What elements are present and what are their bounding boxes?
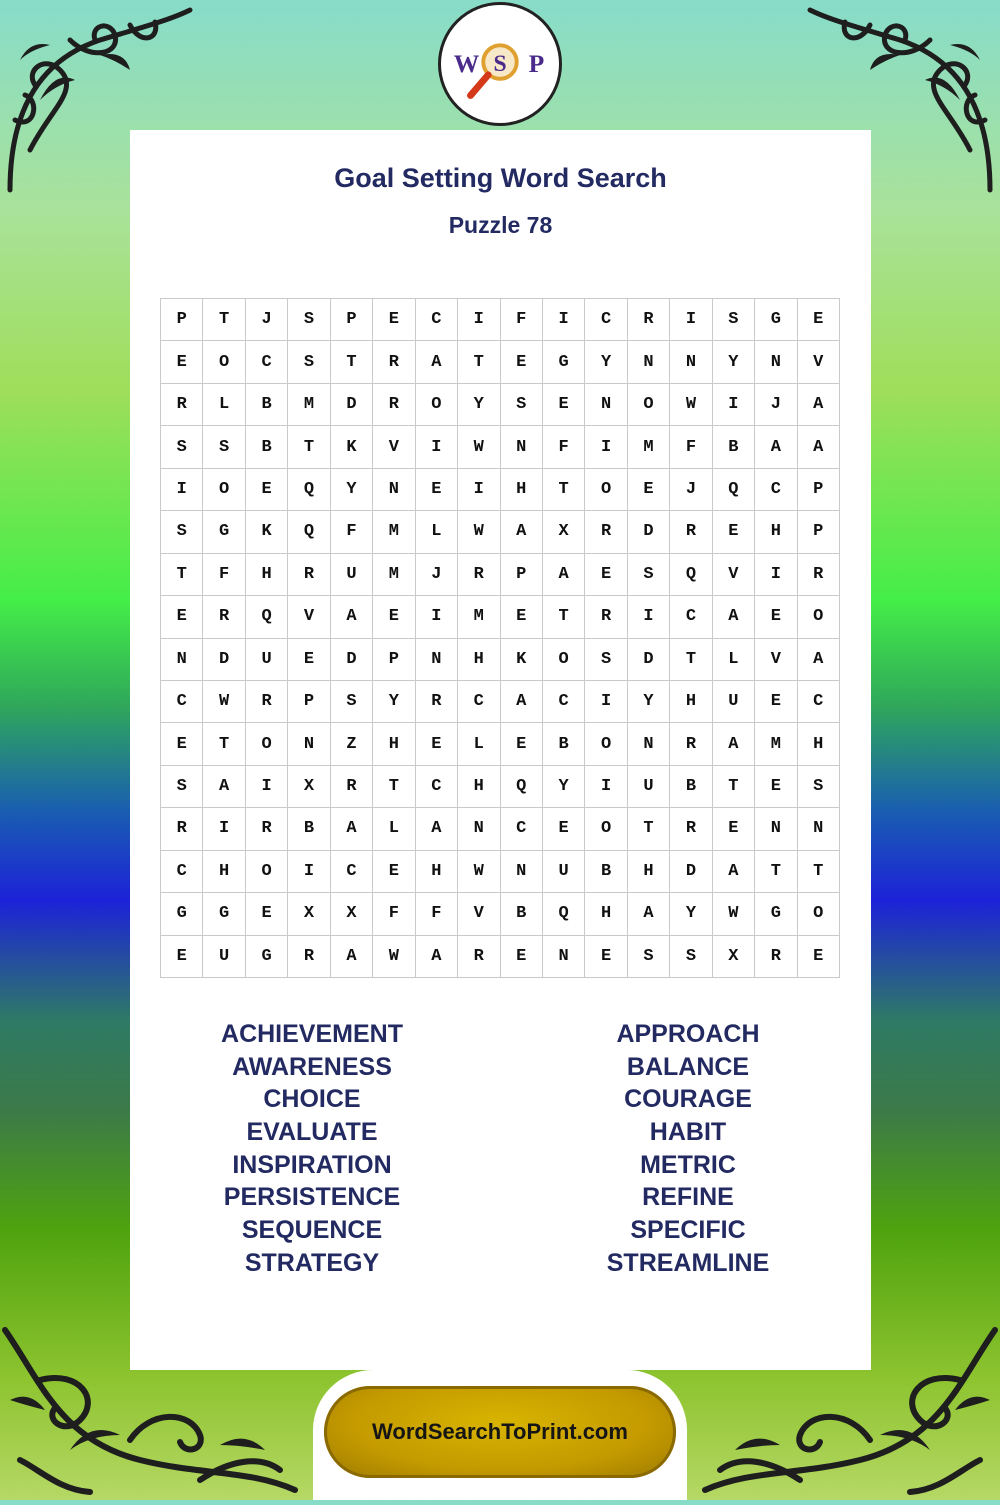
grid-cell[interactable]: C (755, 469, 797, 511)
grid-cell[interactable]: K (501, 639, 543, 681)
grid-cell[interactable]: G (246, 936, 288, 978)
grid-cell[interactable]: G (161, 893, 203, 935)
word-list-item: HABIT (649, 1118, 727, 1147)
grid-cell[interactable]: B (713, 426, 755, 468)
grid-cell[interactable]: A (331, 596, 373, 638)
grid-cell[interactable]: W (458, 511, 500, 553)
grid-cell[interactable]: X (331, 893, 373, 935)
grid-cell[interactable]: W (458, 426, 500, 468)
grid-cell[interactable]: S (288, 299, 330, 341)
word-list-item: CHOICE (263, 1085, 361, 1114)
grid-cell[interactable]: B (246, 384, 288, 426)
grid-cell[interactable]: E (288, 639, 330, 681)
grid-cell[interactable]: R (628, 299, 670, 341)
grid-cell[interactable]: X (713, 936, 755, 978)
grid-cell[interactable]: R (288, 554, 330, 596)
grid-cell[interactable]: S (628, 936, 670, 978)
grid-cell[interactable]: F (543, 426, 585, 468)
grid-cell[interactable]: I (416, 596, 458, 638)
grid-cell[interactable]: I (670, 299, 712, 341)
grid-cell[interactable]: Y (458, 384, 500, 426)
grid-cell[interactable]: O (585, 469, 627, 511)
grid-cell[interactable]: R (373, 384, 415, 426)
grid-cell[interactable]: S (331, 681, 373, 723)
grid-cell[interactable]: H (458, 639, 500, 681)
grid-cell[interactable]: U (203, 936, 245, 978)
word-list-item: STREAMLINE (606, 1248, 770, 1277)
grid-cell[interactable]: Q (246, 596, 288, 638)
website-button[interactable] (324, 1386, 676, 1478)
grid-cell[interactable]: G (755, 299, 797, 341)
grid-cell[interactable]: E (416, 469, 458, 511)
grid-cell[interactable]: M (373, 554, 415, 596)
grid-cell[interactable]: R (161, 808, 203, 850)
grid-cell[interactable]: A (713, 851, 755, 893)
grid-cell[interactable]: O (416, 384, 458, 426)
grid-cell[interactable]: C (246, 341, 288, 383)
grid-cell[interactable]: D (628, 511, 670, 553)
grid-cell[interactable]: G (543, 341, 585, 383)
grid-cell[interactable]: H (755, 511, 797, 553)
grid-cell[interactable]: J (755, 384, 797, 426)
grid-cell[interactable]: O (543, 639, 585, 681)
grid-cell[interactable]: R (670, 511, 712, 553)
grid-cell[interactable]: V (458, 893, 500, 935)
grid-cell[interactable]: R (755, 936, 797, 978)
grid-cell[interactable]: W (670, 384, 712, 426)
grid-cell[interactable]: H (670, 681, 712, 723)
grid-cell[interactable]: I (628, 596, 670, 638)
grid-cell[interactable]: G (203, 511, 245, 553)
word-list-left-column (162, 1018, 462, 1280)
grid-cell[interactable]: T (373, 766, 415, 808)
grid-cell[interactable]: U (246, 639, 288, 681)
grid-cell[interactable]: P (288, 681, 330, 723)
grid-cell[interactable]: R (331, 766, 373, 808)
grid-cell[interactable]: H (373, 723, 415, 765)
grid-cell[interactable]: D (203, 639, 245, 681)
grid-cell[interactable]: R (373, 341, 415, 383)
grid-cell[interactable]: N (501, 851, 543, 893)
grid-cell[interactable]: K (246, 511, 288, 553)
grid-cell[interactable]: O (203, 341, 245, 383)
grid-cell[interactable]: A (203, 766, 245, 808)
grid-cell[interactable]: S (203, 426, 245, 468)
grid-cell[interactable]: E (543, 808, 585, 850)
grid-cell[interactable]: N (161, 639, 203, 681)
grid-cell[interactable]: A (798, 384, 840, 426)
grid-cell[interactable]: O (246, 851, 288, 893)
grid-cell[interactable]: S (585, 639, 627, 681)
wsp-logo (438, 2, 562, 126)
grid-cell[interactable]: T (288, 426, 330, 468)
word-list-item: PERSISTENCE (223, 1183, 401, 1212)
grid-cell[interactable]: H (628, 851, 670, 893)
grid-cell[interactable]: R (246, 808, 288, 850)
grid-cell[interactable]: A (713, 596, 755, 638)
grid-cell[interactable]: H (798, 723, 840, 765)
grid-cell[interactable]: T (713, 766, 755, 808)
grid-cell[interactable]: V (713, 554, 755, 596)
grid-cell[interactable]: O (203, 469, 245, 511)
word-list-item: AWARENESS (232, 1052, 392, 1081)
grid-cell[interactable]: E (246, 893, 288, 935)
grid-cell[interactable]: I (246, 766, 288, 808)
grid-cell[interactable]: B (670, 766, 712, 808)
grid-cell[interactable]: J (416, 554, 458, 596)
grid-cell[interactable]: A (501, 511, 543, 553)
grid-cell[interactable]: Q (543, 893, 585, 935)
grid-cell[interactable]: S (798, 766, 840, 808)
grid-cell[interactable]: F (501, 299, 543, 341)
grid-cell[interactable]: E (585, 936, 627, 978)
grid-cell[interactable]: C (543, 681, 585, 723)
grid-cell[interactable]: S (288, 341, 330, 383)
grid-cell[interactable]: N (501, 426, 543, 468)
grid-cell[interactable]: E (755, 596, 797, 638)
word-list-item: SPECIFIC (630, 1216, 746, 1245)
grid-cell[interactable]: T (331, 341, 373, 383)
grid-cell[interactable]: E (416, 723, 458, 765)
grid-cell[interactable]: E (373, 851, 415, 893)
grid-cell[interactable]: N (670, 341, 712, 383)
grid-cell[interactable]: P (798, 511, 840, 553)
grid-cell[interactable]: L (416, 511, 458, 553)
puzzle-sheet (130, 130, 871, 1370)
grid-cell[interactable]: A (416, 341, 458, 383)
grid-cell[interactable]: H (246, 554, 288, 596)
grid-cell[interactable]: H (501, 469, 543, 511)
grid-cell[interactable]: A (798, 639, 840, 681)
grid-cell[interactable]: E (755, 766, 797, 808)
grid-cell[interactable]: A (416, 808, 458, 850)
grid-cell[interactable]: E (373, 596, 415, 638)
grid-cell[interactable]: H (416, 851, 458, 893)
grid-cell[interactable]: T (458, 341, 500, 383)
grid-cell[interactable]: E (713, 511, 755, 553)
grid-cell[interactable]: O (585, 723, 627, 765)
grid-cell[interactable]: Y (373, 681, 415, 723)
grid-cell[interactable]: C (331, 851, 373, 893)
grid-cell[interactable]: C (416, 766, 458, 808)
word-list-item: BALANCE (626, 1052, 750, 1081)
grid-cell[interactable]: I (755, 554, 797, 596)
grid-cell[interactable]: B (288, 808, 330, 850)
grid-cell[interactable]: N (628, 341, 670, 383)
grid-cell[interactable]: S (161, 426, 203, 468)
word-list-item: EVALUATE (246, 1118, 378, 1147)
grid-cell[interactable]: X (288, 766, 330, 808)
website-label: WordSearchToPrint.com (372, 1419, 628, 1444)
grid-cell[interactable]: I (203, 808, 245, 850)
grid-cell[interactable]: I (416, 426, 458, 468)
grid-cell[interactable]: I (585, 426, 627, 468)
grid-cell[interactable]: T (670, 639, 712, 681)
letter-grid[interactable] (160, 298, 840, 978)
grid-cell[interactable]: R (798, 554, 840, 596)
grid-cell[interactable]: H (585, 893, 627, 935)
grid-cell[interactable]: E (501, 596, 543, 638)
grid-cell[interactable]: H (458, 766, 500, 808)
grid-cell[interactable]: Y (628, 681, 670, 723)
grid-cell[interactable]: F (416, 893, 458, 935)
grid-cell[interactable]: W (373, 936, 415, 978)
logo-letter-p: P (528, 48, 545, 78)
grid-cell[interactable]: E (161, 936, 203, 978)
grid-cell[interactable]: X (288, 893, 330, 935)
grid-cell[interactable]: F (373, 893, 415, 935)
grid-cell[interactable]: C (161, 681, 203, 723)
grid-cell[interactable]: C (416, 299, 458, 341)
grid-cell[interactable]: J (670, 469, 712, 511)
grid-cell[interactable]: T (203, 299, 245, 341)
grid-cell[interactable]: R (458, 936, 500, 978)
grid-cell[interactable]: B (585, 851, 627, 893)
grid-cell[interactable]: A (755, 426, 797, 468)
word-list-item: INSPIRATION (232, 1150, 392, 1179)
grid-cell[interactable]: I (543, 299, 585, 341)
grid-cell[interactable]: L (373, 808, 415, 850)
grid-cell[interactable]: H (203, 851, 245, 893)
grid-cell[interactable]: N (585, 384, 627, 426)
grid-cell[interactable]: E (501, 723, 543, 765)
grid-cell[interactable]: R (670, 808, 712, 850)
grid-cell[interactable]: P (501, 554, 543, 596)
grid-cell[interactable]: A (543, 554, 585, 596)
grid-cell[interactable]: L (203, 384, 245, 426)
grid-cell[interactable]: I (585, 766, 627, 808)
grid-cell[interactable]: C (798, 681, 840, 723)
word-list-item: COURAGE (624, 1085, 752, 1114)
grid-cell[interactable]: T (203, 723, 245, 765)
grid-cell[interactable]: E (755, 681, 797, 723)
grid-cell[interactable]: E (628, 469, 670, 511)
grid-cell[interactable]: F (670, 426, 712, 468)
grid-cell[interactable]: I (288, 851, 330, 893)
grid-cell[interactable]: C (585, 299, 627, 341)
grid-cell[interactable]: S (713, 299, 755, 341)
grid-cell[interactable]: V (373, 426, 415, 468)
grid-cell[interactable]: Y (713, 341, 755, 383)
grid-cell[interactable]: W (713, 893, 755, 935)
grid-cell[interactable]: M (458, 596, 500, 638)
grid-cell[interactable]: Y (331, 469, 373, 511)
grid-cell[interactable]: A (628, 893, 670, 935)
grid-cell[interactable]: M (373, 511, 415, 553)
grid-cell[interactable]: Y (670, 893, 712, 935)
grid-cell[interactable]: C (501, 808, 543, 850)
grid-cell[interactable]: T (543, 596, 585, 638)
grid-cell[interactable]: M (755, 723, 797, 765)
grid-cell[interactable]: A (798, 426, 840, 468)
grid-cell[interactable]: G (755, 893, 797, 935)
grid-cell[interactable]: E (161, 341, 203, 383)
grid-cell[interactable]: M (628, 426, 670, 468)
grid-cell[interactable]: A (331, 936, 373, 978)
grid-cell[interactable]: W (458, 851, 500, 893)
grid-cell[interactable]: E (543, 384, 585, 426)
grid-cell[interactable]: Q (713, 469, 755, 511)
grid-cell[interactable]: O (585, 808, 627, 850)
grid-cell[interactable]: N (755, 808, 797, 850)
grid-cell[interactable]: E (585, 554, 627, 596)
word-list-item: STRATEGY (244, 1248, 380, 1277)
grid-cell[interactable]: N (755, 341, 797, 383)
word-list-right-column (538, 1018, 838, 1280)
grid-cell[interactable]: W (203, 681, 245, 723)
puzzle-number: Puzzle 78 (448, 212, 553, 238)
grid-cell[interactable]: G (203, 893, 245, 935)
grid-cell[interactable]: E (161, 596, 203, 638)
grid-cell[interactable]: X (543, 511, 585, 553)
grid-cell[interactable]: R (670, 723, 712, 765)
grid-cell[interactable]: N (373, 469, 415, 511)
grid-cell[interactable]: C (670, 596, 712, 638)
grid-cell[interactable]: R (416, 681, 458, 723)
grid-cell[interactable]: I (458, 299, 500, 341)
grid-cell[interactable]: F (203, 554, 245, 596)
grid-cell[interactable]: O (628, 384, 670, 426)
grid-cell[interactable]: Q (501, 766, 543, 808)
grid-cell[interactable]: A (501, 681, 543, 723)
grid-cell[interactable]: Y (543, 766, 585, 808)
grid-cell[interactable]: E (798, 299, 840, 341)
grid-cell[interactable]: R (458, 554, 500, 596)
grid-cell[interactable]: B (246, 426, 288, 468)
grid-cell[interactable]: A (331, 808, 373, 850)
grid-cell[interactable]: P (161, 299, 203, 341)
grid-cell[interactable]: A (713, 723, 755, 765)
grid-cell[interactable]: Z (331, 723, 373, 765)
grid-cell[interactable]: B (543, 723, 585, 765)
grid-cell[interactable]: S (628, 554, 670, 596)
grid-cell[interactable]: R (203, 596, 245, 638)
grid-cell[interactable]: R (585, 511, 627, 553)
grid-cell[interactable]: T (798, 851, 840, 893)
grid-cell[interactable]: E (161, 723, 203, 765)
grid-cell[interactable]: I (585, 681, 627, 723)
grid-cell[interactable]: E (246, 469, 288, 511)
grid-cell[interactable]: V (798, 341, 840, 383)
grid-cell[interactable]: E (373, 299, 415, 341)
grid-cell[interactable]: Q (670, 554, 712, 596)
grid-cell[interactable]: L (713, 639, 755, 681)
grid-cell[interactable]: N (416, 639, 458, 681)
grid-cell[interactable]: D (331, 639, 373, 681)
grid-cell[interactable]: N (543, 936, 585, 978)
grid-cell[interactable]: R (288, 936, 330, 978)
grid-cell[interactable]: D (670, 851, 712, 893)
grid-cell[interactable]: Q (288, 511, 330, 553)
grid-cell[interactable]: C (458, 681, 500, 723)
grid-cell[interactable]: T (543, 469, 585, 511)
grid-cell[interactable]: U (331, 554, 373, 596)
grid-cell[interactable]: Q (288, 469, 330, 511)
grid-cell[interactable]: R (246, 681, 288, 723)
grid-cell[interactable]: D (628, 639, 670, 681)
grid-cell[interactable]: E (501, 936, 543, 978)
grid-cell[interactable]: O (798, 893, 840, 935)
word-list-item: SEQUENCE (241, 1216, 383, 1245)
grid-cell[interactable]: I (713, 384, 755, 426)
grid-cell[interactable]: M (288, 384, 330, 426)
grid-cell[interactable]: S (670, 936, 712, 978)
grid-cell[interactable]: U (628, 766, 670, 808)
grid-cell[interactable]: E (713, 808, 755, 850)
grid-cell[interactable]: N (628, 723, 670, 765)
grid-cell[interactable]: U (543, 851, 585, 893)
grid-cell[interactable]: L (458, 723, 500, 765)
grid-cell[interactable]: Y (585, 341, 627, 383)
grid-cell[interactable]: I (458, 469, 500, 511)
grid-cell[interactable]: V (755, 639, 797, 681)
grid-cell[interactable]: S (501, 384, 543, 426)
logo-letter-w: W (453, 48, 480, 78)
grid-cell[interactable]: N (458, 808, 500, 850)
page-title: Goal Setting Word Search (334, 163, 667, 193)
logo-letter-s: S (493, 50, 507, 77)
grid-cell[interactable]: B (501, 893, 543, 935)
word-list-item: REFINE (642, 1183, 734, 1212)
word-list-item: APPROACH (616, 1020, 760, 1048)
grid-cell[interactable]: R (585, 596, 627, 638)
grid-cell[interactable]: J (246, 299, 288, 341)
grid-cell[interactable]: F (331, 511, 373, 553)
grid-cell[interactable]: T (628, 808, 670, 850)
word-list-item: METRIC (640, 1150, 736, 1179)
grid-cell[interactable]: P (373, 639, 415, 681)
grid-cell[interactable]: O (246, 723, 288, 765)
grid-cell[interactable]: T (755, 851, 797, 893)
grid-cell[interactable]: S (161, 766, 203, 808)
grid-cell[interactable]: T (161, 554, 203, 596)
grid-cell[interactable]: O (798, 596, 840, 638)
grid-cell[interactable]: E (798, 936, 840, 978)
grid-cell[interactable]: E (501, 341, 543, 383)
grid-cell[interactable]: P (331, 299, 373, 341)
grid-cell[interactable]: N (798, 808, 840, 850)
word-list-item: ACHIEVEMENT (221, 1020, 403, 1048)
grid-cell[interactable]: P (798, 469, 840, 511)
grid-cell[interactable]: N (288, 723, 330, 765)
grid-cell[interactable]: I (161, 469, 203, 511)
grid-cell[interactable]: D (331, 384, 373, 426)
grid-cell[interactable]: V (288, 596, 330, 638)
grid-cell[interactable]: K (331, 426, 373, 468)
grid-cell[interactable]: S (161, 511, 203, 553)
grid-cell[interactable]: A (416, 936, 458, 978)
grid-cell[interactable]: C (161, 851, 203, 893)
grid-cell[interactable]: R (161, 384, 203, 426)
grid-cell[interactable]: U (713, 681, 755, 723)
